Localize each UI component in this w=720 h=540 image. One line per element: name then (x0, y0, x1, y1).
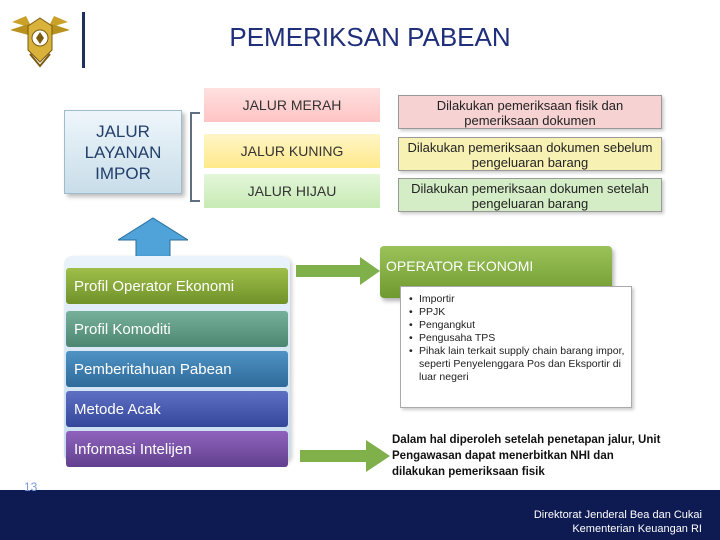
criteria-item: Metode Acak (66, 391, 288, 427)
footer-org-line: Direktorat Jenderal Bea dan Cukai (533, 509, 702, 521)
operator-list (400, 286, 632, 408)
lane-kuning: JALUR KUNING (204, 134, 380, 168)
operator-title: OPERATOR EKONOMI (386, 258, 534, 274)
operator-list-item: • Importir (409, 293, 625, 306)
page-number: 13 (24, 480, 38, 494)
operator-list-item: • Pengusaha TPS (409, 332, 625, 345)
footer-org-line: Kementerian Keuangan RI (572, 523, 702, 535)
pointing-arrow-icon (300, 436, 390, 476)
operator-list-item: • Pihak lain terkait supply chain barang impor, seperti Penyelenggara Pos dan Eksportir di luar negeri (409, 345, 625, 384)
footer-organization (534, 508, 702, 536)
criteria-item: Pemberitahuan Pabean (66, 351, 288, 387)
criteria-item: Profil Komoditi (66, 311, 288, 347)
note-text: Dalam hal diperoleh setelah penetapan jalur, Unit Pengawasan dapat menerbitkan NHI dan dilakukan pemeriksaan fisik (392, 434, 661, 478)
operator-list-item: • Pengangkut (409, 319, 625, 332)
lane-kuning-description: Dilakukan pemeriksaan dokumen sebelum pengeluaran barang (398, 137, 662, 171)
up-arrow-icon (118, 216, 188, 258)
lane-merah-description: Dilakukan pemeriksaan fisik dan pemeriksaan dokumen (398, 95, 662, 129)
page-title: PEMERIKSAN PABEAN (229, 22, 511, 52)
criteria-item: Profil Operator Ekonomi (66, 268, 288, 304)
criteria-item: Informasi Intelijen (66, 431, 288, 467)
lanes-bracket (190, 112, 200, 202)
lanes-label: JALUR LAYANAN IMPOR (64, 110, 182, 194)
customs-emblem-logo (8, 10, 72, 70)
operator-list-item: • PPJK (409, 306, 625, 319)
header-divider (82, 12, 85, 68)
lane-hijau-description: Dilakukan pemeriksaan dokumen setelah pengeluaran barang (398, 178, 662, 212)
lane-merah: JALUR MERAH (204, 88, 380, 122)
lane-hijau: JALUR HIJAU (204, 174, 380, 208)
right-arrow-icon (296, 256, 380, 286)
